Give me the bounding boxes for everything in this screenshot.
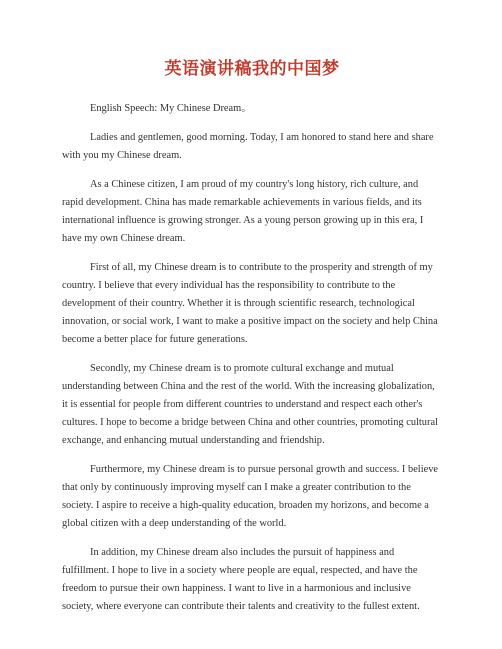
- paragraph-citizen: As a Chinese citizen, I am proud of my country's long history, rich culture, and rapid development. China has made remarkable achievements in various fields, and its international influence is growing stronger. As a young person growing up in this era, I have my own Chinese dream.: [62, 179, 424, 244]
- paragraph-second: Secondly, my Chinese dream is to promote cultural exchange and mutual understanding between China and the rest of the world. With the increasing globalization, it is essential for people from different countries to understand and respect each other's cultures. I hope to become a bridge between China and other countries, promoting cultural exchange, and enhancing mutual understanding and friendship.: [62, 363, 438, 446]
- paragraph-heading: English Speech: My Chinese Dream。: [90, 103, 252, 114]
- paragraph-greeting: Ladies and gentlemen, good morning. Today, I am honored to stand here and share with you my Chinese dream.: [62, 132, 434, 161]
- paragraph-addition: In addition, my Chinese dream also includes the pursuit of happiness and fulfillment. I hope to live in a society where people are equal, respected, and have the freedom to pursue their own happiness. I want to live in a harmonious and inclusive society, where everyone can contribute their talents and creativity to the fullest extent.: [62, 547, 420, 612]
- page-title: 英语演讲稿我的中国梦: [164, 59, 340, 79]
- paragraph-furthermore: Furthermore, my Chinese dream is to pursue personal growth and success. I believe that only by continuously improving myself can I make a greater contribution to the society. I aspire to receive a high-quality education, broaden my horizons, and become a global citizen with a deep understanding of the world.: [62, 464, 438, 529]
- paragraph-first: First of all, my Chinese dream is to contribute to the prosperity and strength of my country. I believe that every individual has the responsibility to contribute to the development of their country. Whether it is through scientific research, technological innovation, or social work, I want to make a positive impact on the society and help China become a better place for future generations.: [62, 262, 438, 345]
